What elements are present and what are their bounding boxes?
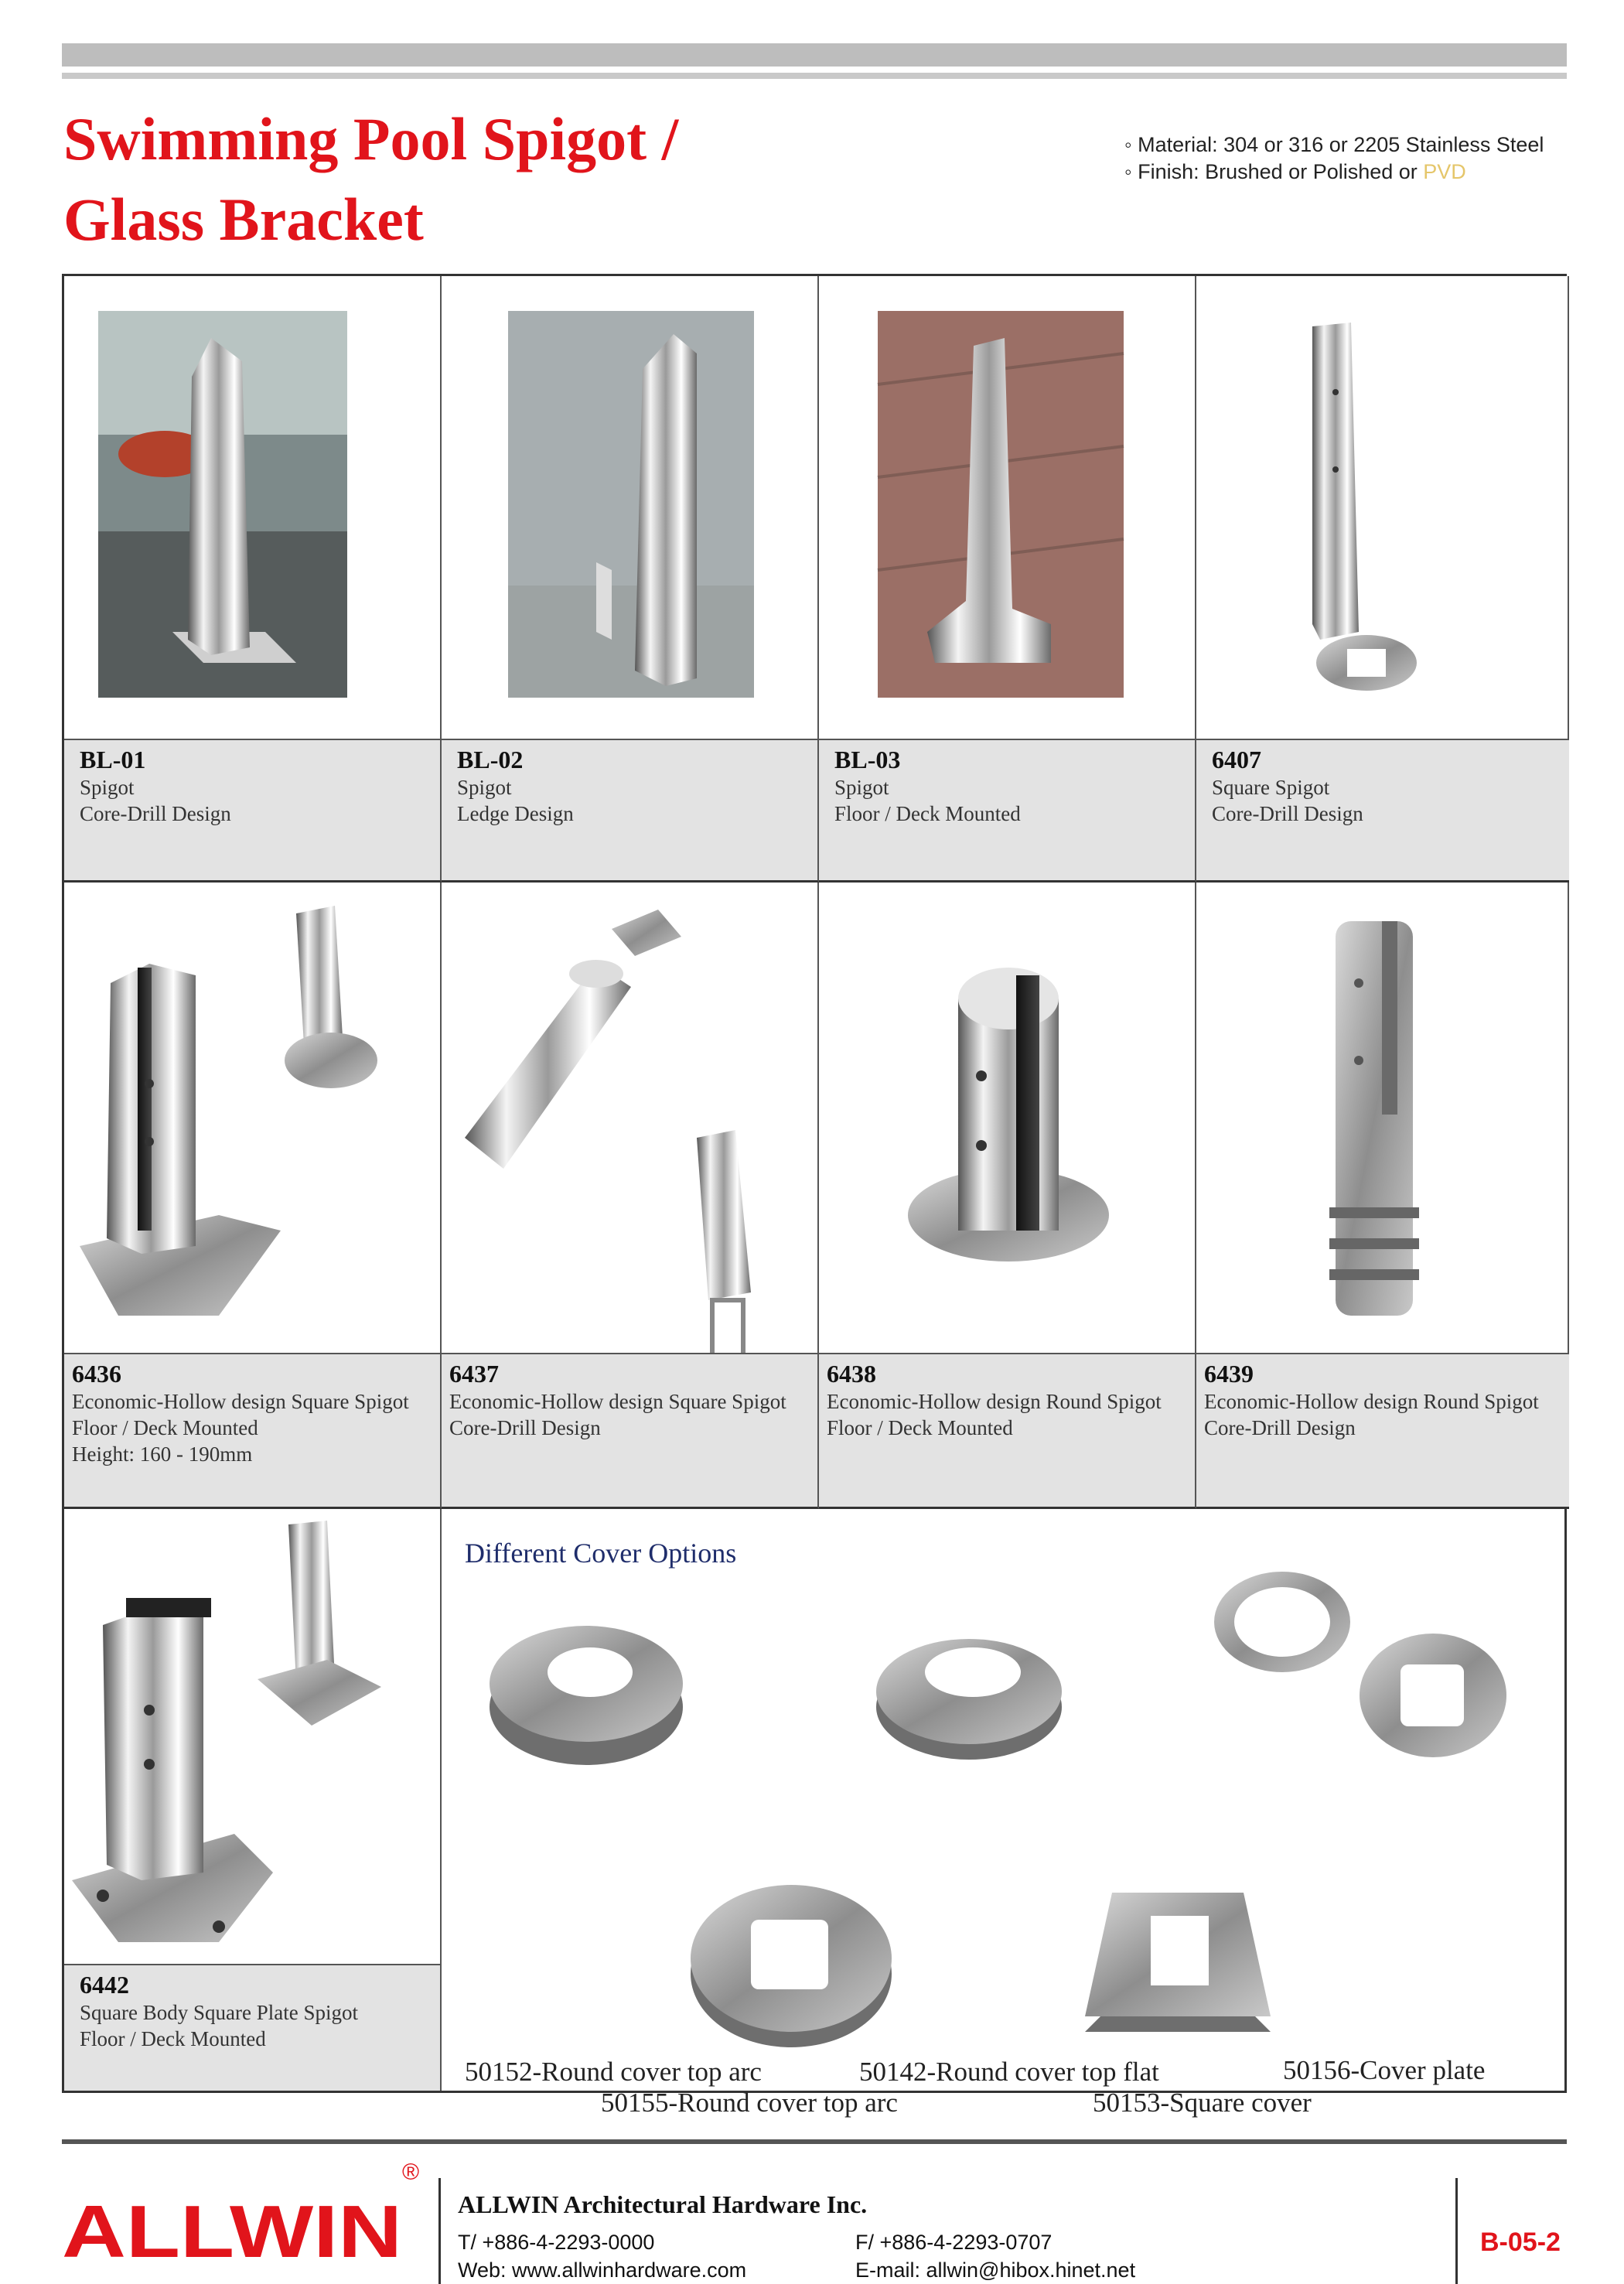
telephone: T/ +886-4-2293-0000	[458, 2231, 655, 2254]
footer-divider	[62, 2139, 1567, 2144]
page-title	[63, 99, 678, 260]
bullet-icon: ◦	[1124, 133, 1132, 156]
product-code: BL-03	[834, 746, 901, 773]
product-caption-6437	[442, 1354, 819, 1509]
product-image-6439	[1196, 883, 1569, 1354]
email-link[interactable]: E-mail: allwin@hibox.hinet.net	[855, 2258, 1136, 2282]
bullet-icon: ◦	[1124, 160, 1132, 183]
svg-text:ALLWIN: ALLWIN	[62, 2194, 402, 2263]
material-line: ◦ Material: 304 or 316 or 2205 Stainless Steel	[1124, 133, 1544, 156]
product-desc-line: Spigot	[457, 776, 512, 799]
product-caption-6407	[1196, 740, 1569, 883]
product-image-6437	[442, 883, 819, 1354]
product-desc-line: Core-Drill Design	[1204, 1416, 1356, 1439]
product-desc-line: Economic-Hollow design Square Spigot	[449, 1390, 786, 1413]
product-code: 6407	[1212, 746, 1261, 773]
cover-image-50142	[868, 1614, 1070, 1777]
product-caption-bl-02	[442, 740, 819, 883]
finish-line: ◦ Finish: Brushed or Polished or PVD	[1124, 160, 1466, 183]
product-code: 6438	[827, 1360, 876, 1388]
product-code: 6439	[1204, 1360, 1254, 1388]
cover-label-50156: 50156-Cover plate	[1283, 2055, 1486, 2085]
company-name: ALLWIN Architectural Hardware Inc.	[458, 2190, 868, 2218]
product-desc-line: Square Body Square Plate Spigot	[80, 2001, 358, 2024]
header-bar-top	[62, 43, 1567, 67]
product-code: 6442	[80, 1971, 129, 1999]
product-code: BL-02	[457, 746, 524, 773]
product-code: 6436	[72, 1360, 121, 1388]
product-desc-line: Economic-Hollow design Round Spigot	[1204, 1390, 1539, 1413]
product-code: 6437	[449, 1360, 499, 1388]
cover-image-50155	[683, 1869, 899, 2055]
product-image-6438	[819, 883, 1196, 1354]
registered-mark: ®	[402, 2159, 420, 2185]
product-image-bl-02	[442, 276, 819, 740]
product-desc-line: Spigot	[834, 776, 889, 799]
product-desc-line: Core-Drill Design	[1212, 802, 1363, 825]
website-link[interactable]: Web: www.allwinhardware.com	[458, 2258, 747, 2282]
product-image-6442	[64, 1509, 442, 1965]
allwin-logo	[62, 2194, 449, 2263]
product-desc-line: Floor / Deck Mounted	[80, 2027, 266, 2050]
product-grid	[62, 274, 1567, 2118]
product-desc-line: Economic-Hollow design Square Spigot	[72, 1390, 409, 1413]
pvd-finish: PVD	[1423, 160, 1466, 183]
footer-vline-left	[438, 2178, 441, 2284]
title-line-1: Swimming Pool Spigot /	[63, 105, 679, 172]
product-caption-bl-03	[819, 740, 1196, 883]
product-image-bl-01	[64, 276, 442, 740]
product-desc-line: Square Spigot	[1212, 776, 1330, 799]
product-desc-line: Core-Drill Design	[449, 1416, 601, 1439]
cover-label-50155: 50155-Round cover top arc	[601, 2088, 898, 2118]
product-desc-line: Spigot	[80, 776, 135, 799]
cover-label-50152: 50152-Round cover top arc	[465, 2057, 762, 2087]
cover-image-50152	[482, 1606, 698, 1784]
product-desc-line: Core-Drill Design	[80, 802, 231, 825]
product-desc-line: Height: 160 - 190mm	[72, 1442, 253, 1466]
fax: F/ +886-4-2293-0707	[855, 2231, 1053, 2254]
product-desc-line: Ledge Design	[457, 802, 574, 825]
product-code: BL-01	[80, 746, 146, 773]
product-desc-line: Floor / Deck Mounted	[72, 1416, 258, 1439]
product-desc-line: Floor / Deck Mounted	[834, 802, 1021, 825]
product-desc-line: Floor / Deck Mounted	[827, 1416, 1013, 1439]
cover-image-50153	[1077, 1862, 1278, 2047]
product-desc-line: Economic-Hollow design Round Spigot	[827, 1390, 1162, 1413]
cover-label-50142: 50142-Round cover top flat	[859, 2057, 1159, 2087]
material-spec	[1124, 131, 1544, 186]
product-caption-6436	[64, 1354, 442, 1509]
header-bar-bottom	[62, 73, 1567, 79]
title-line-2: Glass Bracket	[63, 186, 424, 253]
footer-vline-right	[1455, 2178, 1458, 2284]
page-number: B-05-2	[1480, 2228, 1561, 2257]
product-image-bl-03	[819, 276, 1196, 740]
product-caption-6438	[819, 1354, 1196, 1509]
product-image-6436	[64, 883, 442, 1354]
cover-image-50156	[1209, 1568, 1518, 1769]
cover-options-heading: Different Cover Options	[465, 1538, 737, 1569]
product-caption-bl-01	[64, 740, 442, 883]
cover-label-50153: 50153-Square cover	[1093, 2088, 1312, 2118]
product-caption-6439	[1196, 1354, 1569, 1509]
product-caption-6442	[64, 1965, 442, 2091]
product-image-6407	[1196, 276, 1569, 740]
